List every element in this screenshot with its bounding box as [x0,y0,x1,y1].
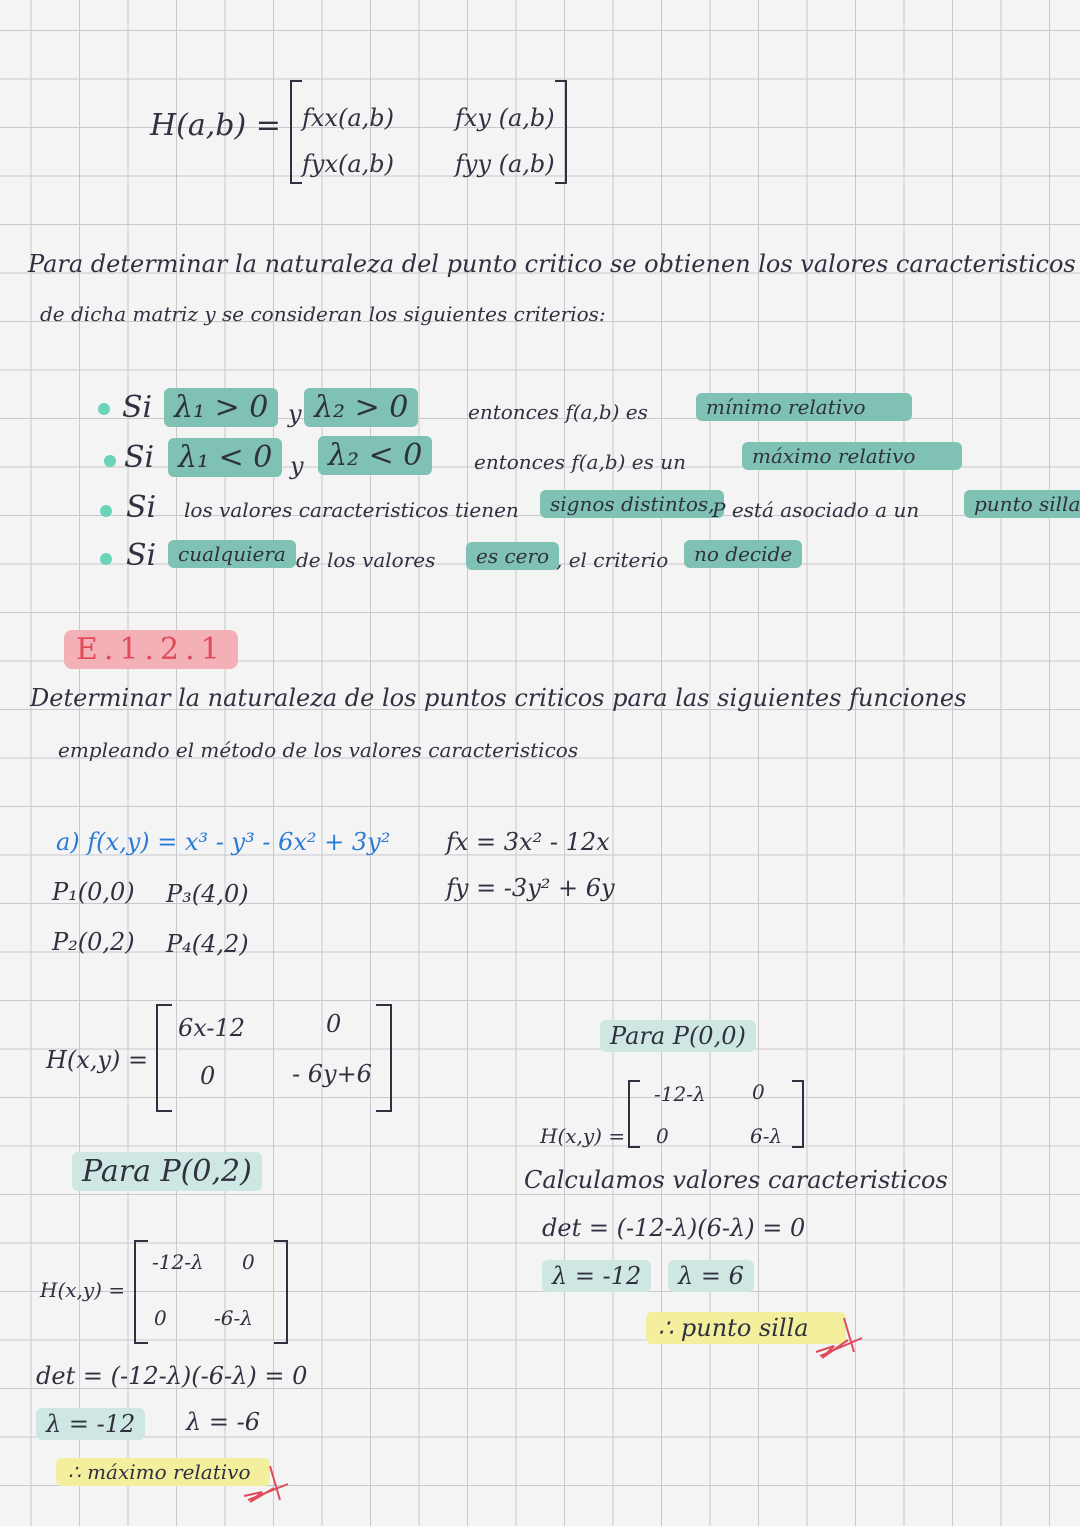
criterion-text: los valores caracteristicos tienen [184,498,519,522]
matrix-fxx: fxx(a,b) [302,104,394,132]
p00-m22: 6-λ [750,1124,783,1148]
p00-m12: 0 [752,1080,765,1104]
hessian-xy-lhs: H(x,y) = [46,1046,149,1074]
result-es-cero: es cero [466,542,559,570]
p02-m11: -12-λ [152,1250,204,1274]
matrix-bracket-left [290,80,302,184]
matrix-bracket-left [156,1004,172,1112]
criterion-then: entonces f(a,b) es un [474,450,687,474]
p02-lambda1: λ = -12 [36,1408,145,1440]
criterion-lambda2-pos: λ₂ > 0 [304,388,418,427]
hessian-lhs: H(a,b) = [150,108,281,143]
hessian-h12: 0 [326,1010,342,1038]
p00-determinant: det = (-12-λ)(6-λ) = 0 [542,1214,806,1242]
result-no-decide: no decide [684,540,802,568]
p02-m22: -6-λ [214,1306,253,1330]
intro-line-2: de dicha matriz y se consideran los siguientes criterios: [40,302,606,326]
criterion-si: Si [126,490,157,525]
matrix-bracket-right [274,1240,288,1344]
checkmark-scribble-icon [240,1462,300,1506]
p00-lambda2: λ = 6 [668,1260,754,1292]
matrix-fxy: fxy (a,b) [455,104,555,132]
point-p2: P₂(0,2) [52,928,135,956]
partial-fx: fx = 3x² - 12x [446,828,610,856]
criterion-si: Si [124,440,155,475]
point-p4: P₄(4,2) [166,930,249,958]
result-signos-distintos: signos distintos, [540,490,724,518]
p02-lambda2: λ = -6 [186,1408,260,1436]
p00-m11: -12-λ [654,1082,706,1106]
matrix-bracket-left [134,1240,148,1344]
matrix-fyy: fyy (a,b) [455,150,555,178]
result-minimo-relativo: mínimo relativo [696,393,912,421]
hessian-h11: 6x-12 [178,1014,246,1042]
partial-fy: fy = -3y² + 6y [446,874,615,902]
point-p1: P₁(0,0) [52,878,135,906]
criterion-and: y [290,452,304,480]
bullet-icon [100,553,112,565]
criterion-si: Si [122,390,153,425]
p02-m21: 0 [154,1306,167,1330]
bullet-icon [100,505,112,517]
criterion-then: entonces f(a,b) es [468,400,648,424]
bullet-icon [98,403,110,415]
p00-m21: 0 [656,1124,669,1148]
exercise-line-2: empleando el método de los valores caracteristicos [58,738,579,762]
p00-title: Para P(0,0) [600,1020,756,1052]
p00-lambda1: λ = -12 [542,1260,651,1292]
criterion-lambda1-neg: λ₁ < 0 [168,438,282,477]
matrix-bracket-right [792,1080,804,1148]
p02-determinant: det = (-12-λ)(-6-λ) = 0 [36,1362,308,1390]
result-cualquiera: cualquiera [168,540,296,568]
matrix-bracket-right [555,80,567,184]
function-definition: a) f(x,y) = x³ - y³ - 6x² + 3y² [56,828,391,856]
matrix-bracket-right [376,1004,392,1112]
criterion-and: y [288,400,302,428]
matrix-fyx: fyx(a,b) [302,150,395,178]
criterion-text: de los valores [296,548,436,572]
bullet-icon [104,455,116,467]
criterion-si: Si [126,538,157,573]
p02-title: Para P(0,2) [72,1152,262,1191]
hessian-h22: - 6y+6 [292,1060,372,1088]
criterion-lambda2-neg: λ₂ < 0 [318,436,432,475]
criterion-lambda1-pos: λ₁ > 0 [164,388,278,427]
point-p3: P₃(4,0) [166,880,249,908]
p02-conclusion: ∴ máximo relativo [56,1458,270,1486]
checkmark-scribble-icon [810,1312,870,1362]
hessian-h21: 0 [200,1062,216,1090]
p02-hessian-lhs: H(x,y) = [40,1278,126,1302]
result-punto-silla: punto silla [964,490,1080,518]
criterion-text: , el criterio [556,548,669,572]
intro-line-1: Para determinar la naturaleza del punto critico se obtienen los valores caracteristicos [28,250,1076,278]
matrix-bracket-left [628,1080,640,1148]
result-maximo-relativo: máximo relativo [742,442,962,470]
p00-conclusion: ∴ punto silla [646,1312,846,1344]
exercise-line-1: Determinar la naturaleza de los puntos criticos para las siguientes funciones [30,684,967,712]
p02-m12: 0 [242,1250,255,1274]
exercise-code: E.1.2.1 [64,630,238,669]
criterion-text: P está asociado a un [712,498,920,522]
p00-hessian-lhs: H(x,y) = [540,1124,626,1148]
p00-calc-label: Calculamos valores caracteristicos [524,1166,948,1194]
